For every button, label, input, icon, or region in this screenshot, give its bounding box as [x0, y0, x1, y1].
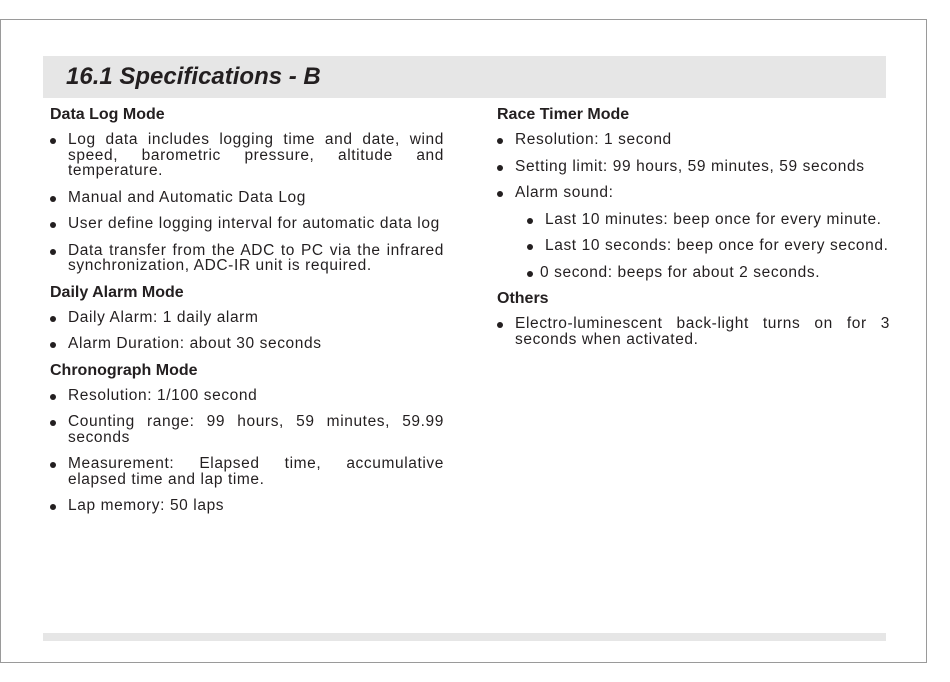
bullet-icon [497, 165, 503, 171]
right-column [497, 105, 890, 356]
list-item [497, 183, 890, 201]
page-title: 16.1 Specifications - B [66, 63, 321, 90]
list-item-text: Manual and Automatic Data Log [68, 188, 306, 206]
list-item [50, 496, 444, 514]
list-item-text: Last 10 seconds: beep once for every second. [545, 237, 889, 254]
list-item [497, 314, 890, 347]
footer-band [43, 633, 886, 641]
list-item-text: Alarm Duration: about 30 seconds [68, 335, 322, 352]
section-heading: Daily Alarm Mode [50, 283, 184, 301]
section-heading: Data Log Mode [50, 106, 165, 123]
section-heading: Race Timer Mode [497, 106, 630, 123]
list-item-text: Daily Alarm: 1 daily alarm [68, 308, 259, 326]
list-item-text: Counting range: 99 hours, 59 minutes, 59.99 seconds [68, 413, 444, 446]
list-item-text: Resolution: 1/100 second [68, 386, 258, 404]
bullet-icon [50, 420, 56, 426]
list-item-text: Alarm sound: [515, 184, 614, 201]
bullet-icon [50, 222, 56, 228]
section-heading: Others [497, 290, 549, 307]
section-chronograph-mode [50, 361, 444, 514]
section-data-log-mode [50, 105, 444, 274]
bullet-icon [497, 138, 503, 144]
bullet-icon [527, 244, 533, 250]
bullet-icon [527, 218, 533, 224]
list-item-text: Lap memory: 50 laps [68, 497, 225, 514]
list-item [50, 188, 444, 206]
list-item [50, 241, 444, 274]
bullet-icon [50, 394, 56, 400]
list-item [50, 334, 444, 352]
section-others [497, 289, 890, 347]
bullet-icon [50, 504, 56, 510]
bullet-icon [50, 249, 56, 255]
list-item-text: Last 10 minutes: beep once for every minute. [545, 210, 882, 228]
bullet-icon [497, 322, 503, 328]
bullet-list [50, 308, 444, 352]
section-heading: Chronograph Mode [50, 361, 198, 379]
bullet-icon [50, 196, 56, 202]
list-item-text: Data transfer from the ADC to PC via the infrared synchronization, ADC-IR unit is required. [68, 241, 444, 274]
sub-list-item [527, 263, 890, 281]
bullet-list [497, 130, 890, 280]
list-item [50, 412, 444, 445]
list-item-text: 0 second: beeps for about 2 seconds. [540, 263, 821, 281]
section-daily-alarm-mode [50, 283, 444, 352]
list-item-text: User define logging interval for automatic data log [68, 215, 440, 232]
left-column [50, 105, 444, 523]
list-item [50, 308, 444, 326]
bullet-list [50, 130, 444, 274]
bullet-list [497, 314, 890, 347]
list-item [50, 130, 444, 179]
bullet-icon [527, 271, 533, 277]
list-item-text: Log data includes logging time and date, wind speed, barometric pressure, altitude and temperature. [68, 131, 444, 179]
list-item [497, 130, 890, 148]
list-item-text: Measurement: Elapsed time, accumulative elapsed time and lap time. [68, 455, 444, 488]
list-item-text: Electro-luminescent back-light turns on for 3 seconds when activated. [515, 315, 890, 348]
sub-list-item [527, 236, 890, 254]
list-item [497, 157, 890, 175]
bullet-icon [50, 462, 56, 468]
list-item [50, 214, 444, 232]
list-item [50, 386, 444, 404]
list-item [50, 454, 444, 487]
bullet-icon [497, 191, 503, 197]
list-item-text: Setting limit: 99 hours, 59 minutes, 59 seconds [515, 157, 865, 175]
bullet-icon [50, 342, 56, 348]
bullet-list [50, 386, 444, 514]
bullet-icon [50, 316, 56, 322]
list-item-text: Resolution: 1 second [515, 131, 672, 148]
bullet-icon [50, 138, 56, 144]
sub-list-item [527, 210, 890, 228]
section-race-timer-mode [497, 105, 890, 280]
